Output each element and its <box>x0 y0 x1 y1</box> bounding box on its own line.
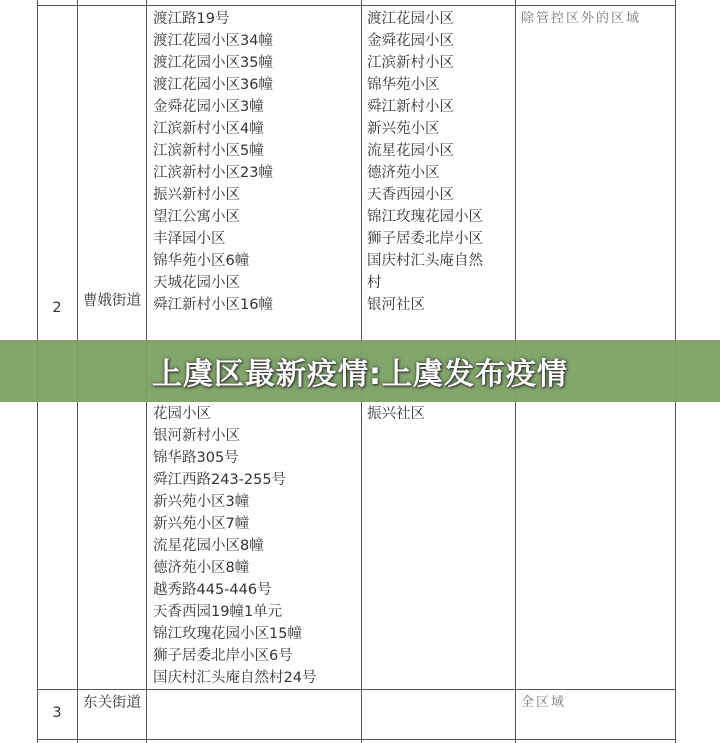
list-item: 天香西园小区 <box>367 187 454 203</box>
list-item: 望江公寓小区 <box>153 209 240 225</box>
list-item: 新兴苑小区 <box>367 121 440 137</box>
street-name: 曹娥街道 <box>83 293 141 309</box>
list-item: 德济苑小区 <box>367 165 440 181</box>
list-item: 天城花园小区 <box>153 275 240 291</box>
building-list <box>153 8 273 316</box>
list-item: 锦华路305号 <box>153 450 239 466</box>
list-item: 越秀路445-446号 <box>153 582 272 598</box>
list-item: 流星花园小区 <box>367 143 454 159</box>
table-border <box>37 689 676 690</box>
list-item: 丰泽园小区 <box>153 231 226 247</box>
list-item: 舜江新村小区 <box>367 99 454 115</box>
list-item: 锦华苑小区 <box>367 77 440 93</box>
list-item: 天香西园19幢1单元 <box>153 604 283 620</box>
list-item: 新兴苑小区7幢 <box>153 516 250 532</box>
list-item: 锦江玫瑰花园小区15幢 <box>153 626 302 642</box>
list-item: 村 <box>367 275 382 291</box>
banner-title: 上虞区最新疫情:上虞发布疫情 <box>152 357 568 392</box>
list-item: 银河社区 <box>367 297 425 313</box>
list-item: 狮子居委北岸小区 <box>367 231 483 247</box>
list-item: 新兴苑小区3幢 <box>153 494 250 510</box>
list-item: 锦江玫瑰花园小区 <box>367 209 483 225</box>
list-item: 振兴新村小区 <box>153 187 240 203</box>
list-item: 渡江花园小区35幢 <box>153 55 273 71</box>
list-item: 渡江花园小区 <box>367 11 454 27</box>
list-item: 渡江花园小区34幢 <box>153 33 273 49</box>
table-border <box>37 739 676 740</box>
list-item: 金舜花园小区3幢 <box>153 99 264 115</box>
community-list <box>367 403 425 425</box>
list-item: 国庆村汇头庵自然村24号 <box>153 670 317 686</box>
list-item: 渡江花园小区36幢 <box>153 77 273 93</box>
list-item: 金舜花园小区 <box>367 33 454 49</box>
list-item: 狮子居委北岸小区6号 <box>153 648 293 664</box>
list-item: 流星花园小区8幢 <box>153 538 264 554</box>
list-item: 江滨新村小区23幢 <box>153 165 273 181</box>
list-item: 振兴社区 <box>367 406 425 422</box>
list-item: 德济苑小区8幢 <box>153 560 250 576</box>
community-list <box>367 8 483 316</box>
row-number: 2 <box>52 300 62 316</box>
area-text: 全区域 <box>521 695 567 710</box>
list-item: 江滨新村小区 <box>367 55 454 71</box>
list-item: 江滨新村小区4幢 <box>153 121 264 137</box>
list-item: 舜江西路243-255号 <box>153 472 287 488</box>
row-number: 3 <box>52 705 62 721</box>
list-item: 江滨新村小区5幢 <box>153 143 264 159</box>
street-name: 东关街道 <box>83 695 141 711</box>
area-text: 除管控区外的区域 <box>521 11 642 26</box>
table-border <box>37 5 676 6</box>
list-item: 渡江路19号 <box>153 11 230 27</box>
list-item: 国庆村汇头庵自然 <box>367 253 483 269</box>
building-list <box>153 403 316 689</box>
list-item: 锦华苑小区6幢 <box>153 253 250 269</box>
list-item: 花园小区 <box>153 406 211 422</box>
list-item: 银河新村小区 <box>153 428 240 444</box>
list-item: 舜江新村小区16幢 <box>153 297 273 313</box>
title-banner <box>0 340 720 402</box>
